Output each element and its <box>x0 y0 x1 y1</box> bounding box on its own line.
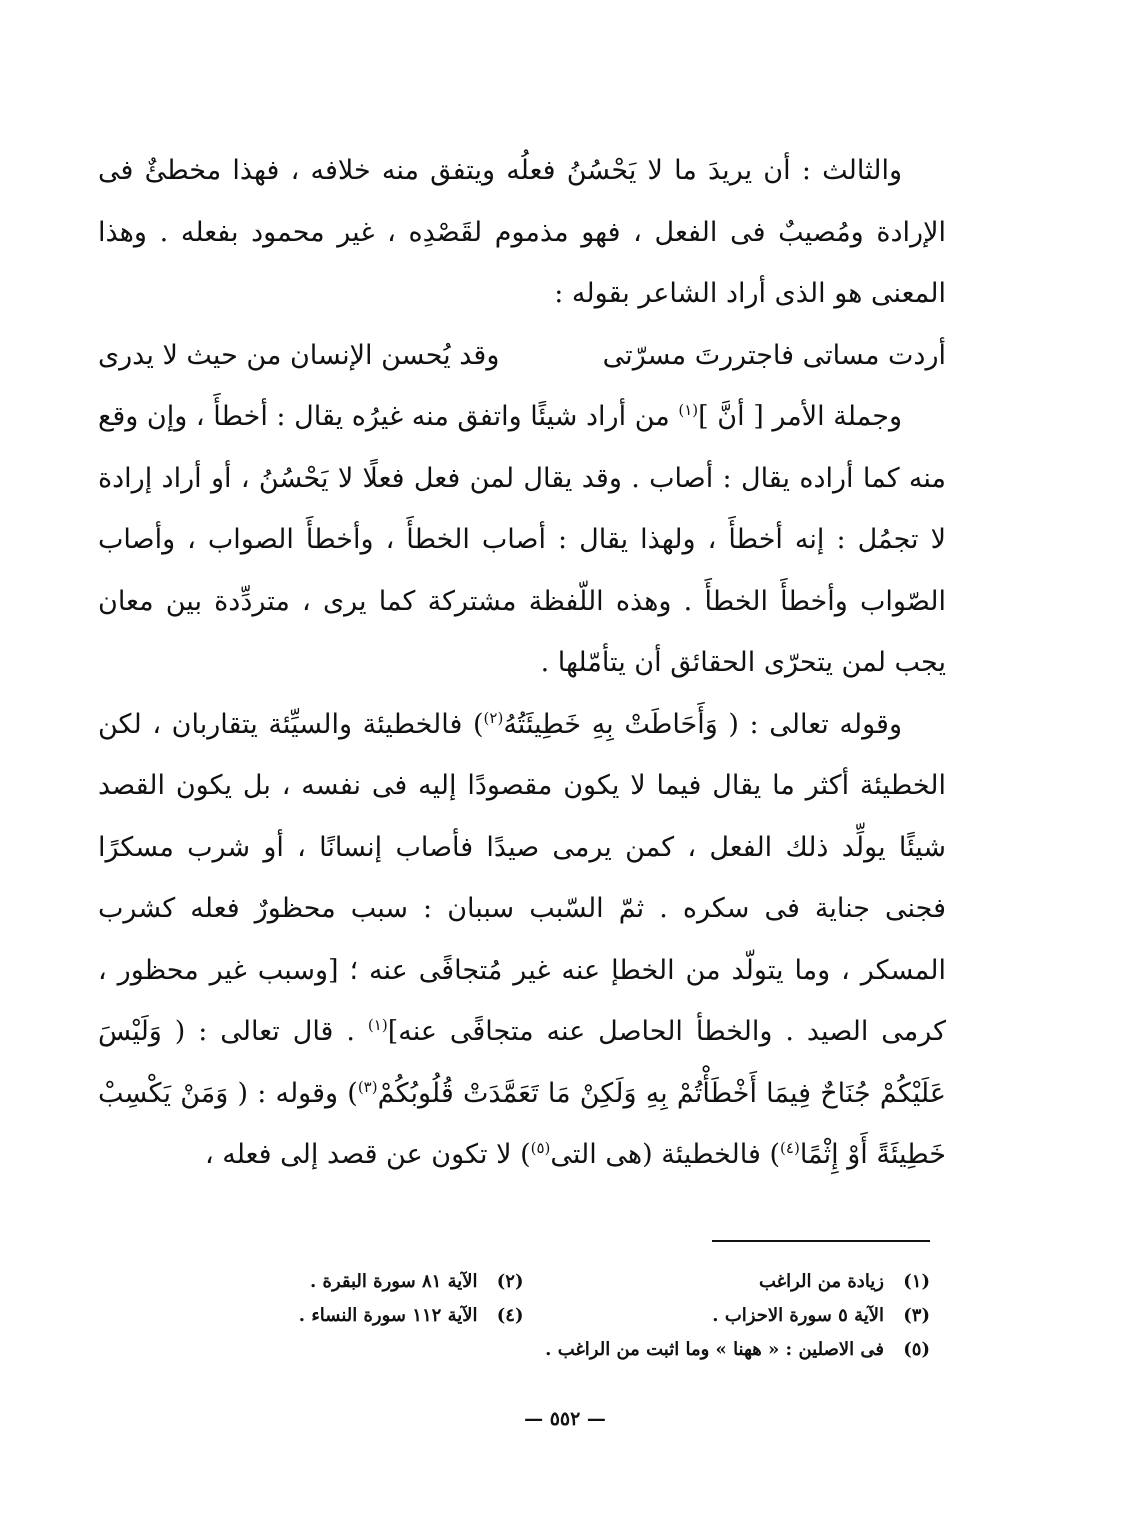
main-text <box>98 140 946 1186</box>
footnote-ref-5: (٥) <box>530 1139 551 1157</box>
poem-verse <box>98 325 946 387</box>
footnote-row <box>195 1333 930 1367</box>
footnote-2 <box>195 1265 524 1299</box>
paragraph-3-part-e: ) فالخطيئة (هى التى <box>550 1139 781 1170</box>
paragraph-2-rest: من أراد شيئًا واتفق منه غيرُه يقال : أخطأَ ، وإن وقع منه كما أراده يقال : أصاب . وقد يقال لمن فعل فعلًا لا يَحْسُنُ ، أو أراد إرادة لا تجمُل : إنه أخطأَ ، ولهذا يقال : أصاب الخطأَ ، وأخطأَ الصواب ، وأصاب الصّواب وأخطأَ الخطأَ . وهذه اللّفظة مشتركة كما يرى ، متردِّدة بين معان يجب لمن يتحرّى الحقائق أن يتأمّلها . <box>98 401 946 678</box>
footnote-number: (٤) <box>496 1305 524 1326</box>
footnote-3 <box>602 1299 931 1333</box>
footnotes <box>195 1265 930 1367</box>
footnote-number: (٢) <box>496 1271 524 1292</box>
paragraph-3-part-a: وقوله تعالى : ( وَأَحَاطَتْ بِهِ خَطِيئَتُهُ <box>503 708 902 740</box>
page-number: — ٥٥٢ — <box>524 1408 606 1430</box>
footnote-text: زيادة من الراغب <box>758 1271 884 1292</box>
footnote-ref-2: (٢) <box>483 708 504 727</box>
footnote-ref-4: (٤) <box>780 1139 800 1157</box>
footnote-text: الآية ٥ سورة الاحزاب . <box>712 1305 884 1326</box>
footnote-text: الآية ٨١ سورة البقرة . <box>309 1271 478 1292</box>
footnote-ref-3: (٣) <box>357 1077 378 1096</box>
footnote-text: فى الاصلين : « ههنا » وما اثبت من الراغب . <box>545 1339 884 1360</box>
paragraph-2-start: وجملة الأمر [ أنَّ ] <box>698 401 903 432</box>
footnote-4 <box>195 1299 524 1333</box>
paragraph-3-part-d: ) وقوله : ( وَمَنْ يَكْسِبْ خَطِيئَةً أَوْ إِثْمًا <box>98 1077 946 1170</box>
paragraph-2 <box>98 386 946 694</box>
paragraph-3-part-b: ) فالخطيئة والسيِّئة يتقاربان ، لكن الخطيئة أكثر ما يقال فيما لا يكون مقصودًا إليه فى نفسه ، بل يكون القصد شيئًا يولِّد ذلك الفعل ، كمن يرمى صيدًا فأصاب إنسانًا ، أو شرب مسكرًا فجنى جناية فى سكره . ثمّ السّبب سببان : سبب محظورٌ فعله كشرب المسكر ، وما يتولّد من الخطإ عنه غير مُتجافًى عنه ؛ [وسبب غير محظور ، كرمى الصيد . والخطأ الحاصل عنه متجافًى عنه] <box>98 708 946 1047</box>
footnote-text: الآية ١١٢ سورة النساء . <box>298 1305 478 1326</box>
paragraph-3-part-c: . قال تعالى : ( وَلَيْسَ عَلَيْكُمْ جُنَاحٌ فِيمَا أَخْطَأْتُمْ بِهِ وَلَكِنْ مَا تَعَمَّدَتْ قُلُوبُكُمْ <box>98 1016 946 1109</box>
poem-second-hemistich: وقد يُحسن الإنسان من حيث لا يدرى <box>98 339 500 371</box>
paragraph-1: والثالث : أن يريدَ ما لا يَحْسُنُ فعلُه ويتفق منه خلافه ، فهذا مخطئٌ فى الإرادة ومُصيبٌ فى الفعل ، فهو مذموم لقَصْدِه ، غير محمود بفعله . وهذا المعنى هو الذى أراد الشاعر بقوله : <box>98 155 946 309</box>
footnote-5 <box>195 1333 930 1367</box>
footnote-number: (٣) <box>903 1305 930 1326</box>
footnote-row <box>195 1265 930 1299</box>
paragraph-3-part-f: ) لا تكون عن قصد إلى فعله ، <box>204 1139 531 1170</box>
footnote-1 <box>602 1265 931 1299</box>
footnote-ref-1b: (١) <box>367 1016 388 1034</box>
footnote-separator <box>712 1240 930 1242</box>
paragraph-3 <box>98 694 946 1186</box>
footnote-number: (١) <box>903 1271 930 1292</box>
poem-first-hemistich: أردت مساتى فاجتررتَ مسرّتى <box>602 339 946 371</box>
footnote-number: (٥) <box>903 1339 930 1360</box>
footnote-ref-1: (١) <box>678 401 699 419</box>
footnote-row <box>195 1299 930 1333</box>
